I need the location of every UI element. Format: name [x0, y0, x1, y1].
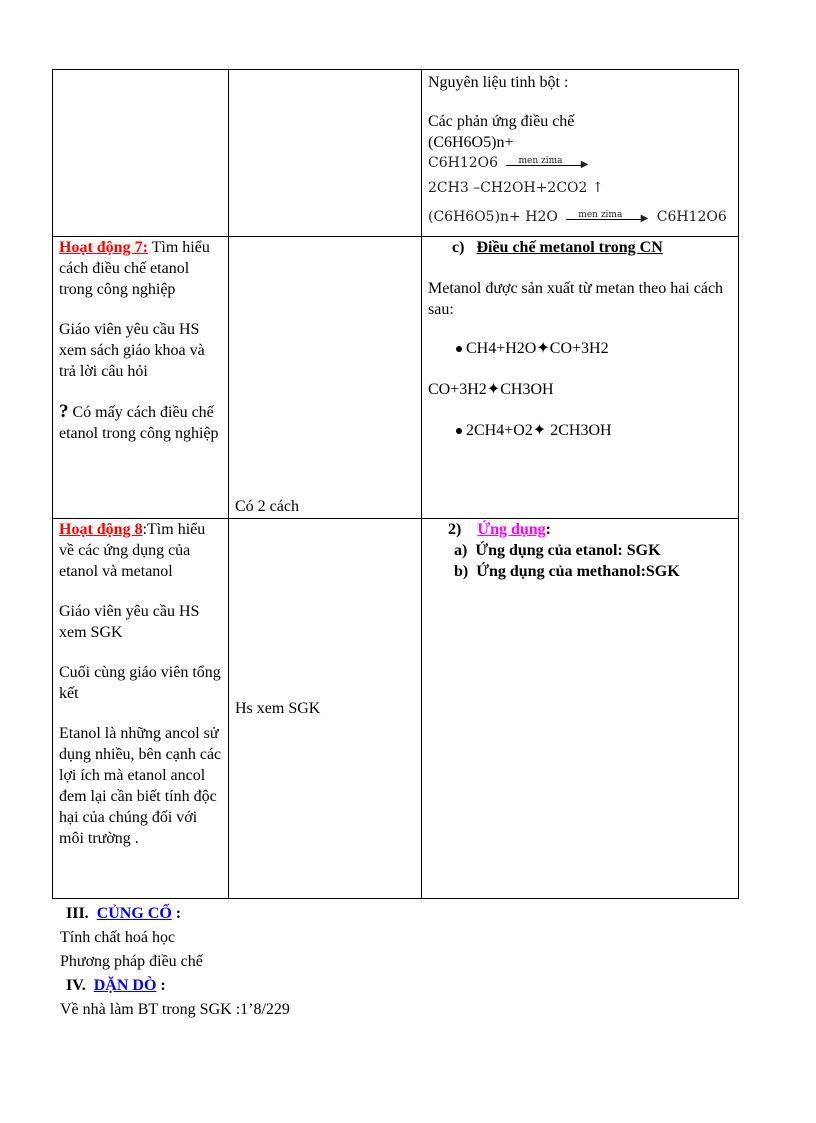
student-activity-cell — [229, 237, 422, 519]
reaction-arrow-icon: men zima ▶ — [566, 210, 648, 224]
teacher-activity-cell — [53, 70, 229, 237]
item-number: b) — [454, 563, 469, 580]
equation-b: CO+3H2✦CH3OH — [428, 381, 554, 398]
equation-3-rhs: C6H12O6 — [656, 209, 727, 225]
content-cell — [422, 70, 739, 237]
student-activity-cell — [229, 519, 422, 899]
section-3-line-2: Phương pháp điều chế — [60, 953, 203, 970]
section-title: CỦNG CỐ — [96, 905, 172, 922]
heading-number: c) — [452, 239, 465, 256]
section-heading — [428, 519, 732, 540]
metanol-intro: Metanol được sản xuất từ metan theo hai cách sau: — [428, 280, 724, 318]
section-title: DẶN DÒ — [93, 977, 157, 994]
equation-a — [428, 338, 732, 359]
teacher-request: Giáo viên yêu cầu HS xem sách giáo khoa và trả lời câu hỏi — [59, 321, 205, 380]
section-3 — [60, 902, 290, 1022]
bullet-icon — [456, 428, 462, 434]
catalyst-label: men zima — [578, 210, 623, 220]
teacher-request: Giáo viên yêu cầu HS xem SGK — [59, 603, 200, 641]
raw-material-text: Nguyên liệu tinh bột : — [428, 74, 569, 91]
equation-3-lhs: (C6H6O5)n+ H2O — [428, 209, 558, 225]
section-4-line-1: Về nhà làm BT trong SGK :1’8/229 — [60, 1001, 290, 1018]
heading-text: Điều chế metanol trong CN — [476, 239, 663, 256]
activity-text: Tìm hiểu cách điều chế etanol trong công nghiệp — [59, 239, 210, 298]
activity-8 — [59, 519, 222, 582]
teacher-summary: Cuối cùng giáo viên tổng kết — [59, 664, 221, 702]
student-activity-cell — [229, 70, 422, 237]
table-row — [53, 519, 739, 899]
equation-c-text: 2CH4+O2✦ 2CH3OH — [466, 422, 612, 439]
student-answer: Hs xem SGK — [235, 700, 321, 717]
usage-item-a — [428, 540, 732, 561]
section-colon: : — [156, 977, 166, 994]
section-number: IV. — [66, 977, 86, 994]
bullet-icon — [456, 346, 462, 352]
activity-label: Hoạt động 8 — [59, 521, 143, 538]
teacher-activity-cell — [53, 519, 229, 899]
section-3-line-1: Tính chất hoá học — [60, 929, 176, 946]
lesson-table — [52, 69, 739, 899]
content-cell — [422, 237, 739, 519]
closing-note: Etanol là những ancol sử dụng nhiều, bên cạnh các lợi ích mà etanol ancol đem lại cần biết tính độc hại của chúng đối với môi trường . — [59, 725, 222, 847]
heading-number: 2) — [448, 521, 462, 538]
equation-2: 2CH3 –CH2OH+2CO2 ↑ — [428, 180, 604, 196]
reaction-arrow-icon: men zima ▶ — [506, 156, 588, 170]
section-heading — [428, 237, 732, 258]
equation-c — [428, 420, 732, 441]
item-text: Ứng dụng của etanol: SGK — [475, 542, 661, 559]
activity-label: Hoạt động 7: — [59, 239, 148, 256]
table-row — [53, 70, 739, 237]
heading-text: Ứng dụng — [477, 521, 546, 538]
heading-colon: : — [545, 521, 551, 538]
usage-item-b — [428, 561, 732, 582]
equation-1-lhs: C6H12O6 — [428, 155, 499, 171]
catalyst-label: men zima — [518, 156, 563, 166]
question-text: Có mấy cách điều chế etanol trong công nghiệp — [59, 404, 219, 442]
student-answer: Có 2 cách — [235, 498, 299, 515]
equation-a-text: CH4+H2O✦CO+3H2 — [466, 340, 609, 357]
reactions-title: Các phản ứng điều chế — [428, 113, 575, 130]
section-4-heading — [60, 974, 290, 998]
equation-3 — [428, 207, 732, 228]
section-colon: : — [171, 905, 182, 922]
activity-text: :Tìm hiểu về các ứng dụng của etanol và metanol — [59, 521, 206, 580]
equation-1 — [428, 153, 732, 174]
section-number: III. — [66, 905, 89, 922]
question-mark-icon: ? — [59, 401, 69, 422]
table-row — [53, 237, 739, 519]
reaction-formula: (C6H6O5)n+ — [428, 134, 514, 151]
question — [59, 401, 222, 444]
teacher-activity-cell — [53, 237, 229, 519]
activity-7 — [59, 237, 222, 300]
item-number: a) — [454, 542, 468, 559]
section-3-heading — [60, 902, 290, 926]
content-cell — [422, 519, 739, 899]
item-text: Ứng dụng của methanol:SGK — [476, 563, 680, 580]
